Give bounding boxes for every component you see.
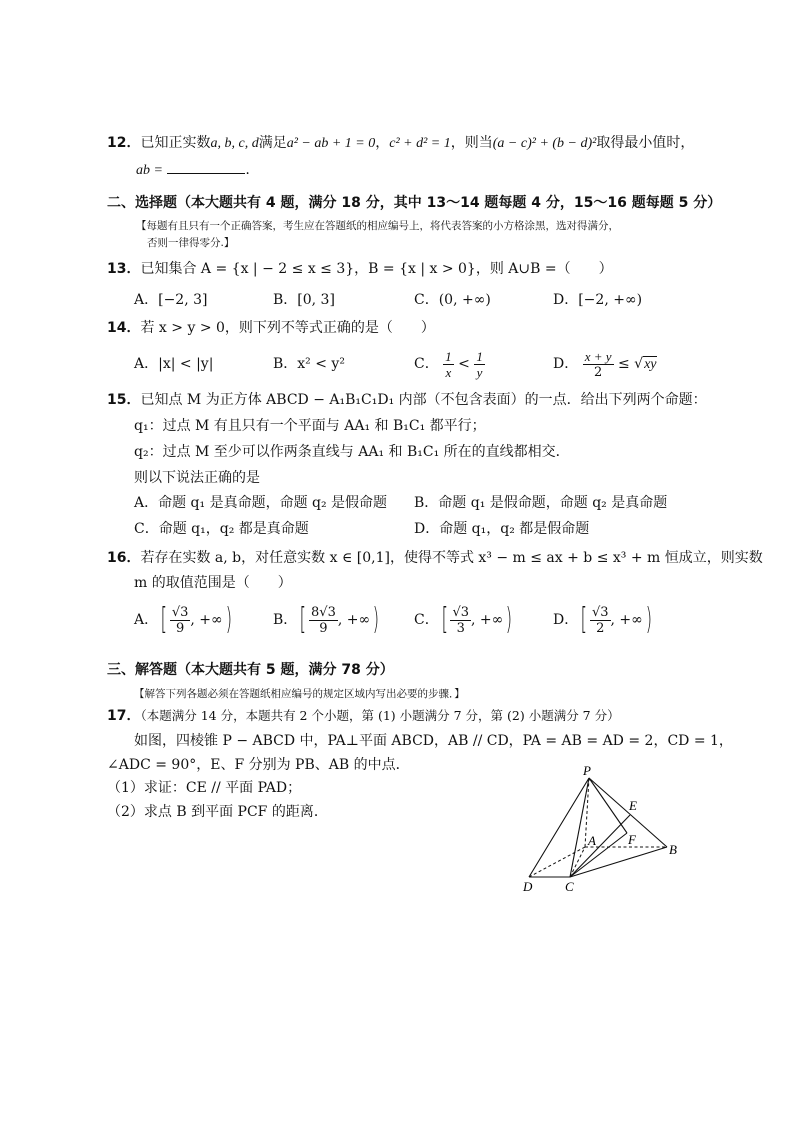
q16-option-a[interactable] (134, 600, 234, 640)
q13-option-d[interactable]: D．[−2, +∞) (553, 292, 643, 308)
q13-option-a[interactable]: A．[−2, 3] (134, 292, 208, 308)
q14-option-d[interactable] (553, 346, 657, 383)
left-bracket: [ (160, 602, 168, 637)
label-d: D (523, 879, 533, 894)
question-number: 12． (107, 135, 141, 151)
q15-option-b[interactable]: B．命题 q₁ 是假命题，命题 q₂ 是真命题 (414, 495, 668, 511)
interval-tail: , +∞ (471, 612, 504, 628)
q14-stem (107, 318, 435, 338)
q15-option-d[interactable]: D．命题 q₁，q₂ 都是假命题 (414, 521, 590, 537)
q15-proposition-1: q₁：过点 M 有且只有一个平面与 AA₁ 和 B₁C₁ 都平行； (134, 418, 486, 434)
q12-answer-prefix: ab = (136, 163, 163, 178)
fraction: $\frac{√3}{9}$ (171, 604, 189, 636)
fraction: $\frac{x + y}{2}$ (584, 348, 612, 380)
option-label: B． (273, 612, 298, 628)
sqrt-radicand: xy (644, 357, 657, 372)
relation-symbol: < (458, 356, 470, 372)
option-label: A． (134, 612, 159, 628)
label-b: B (669, 842, 677, 857)
relation-symbol: ≤ (617, 356, 630, 372)
label-a: A (588, 833, 596, 848)
question-number: 15． (107, 392, 141, 408)
question-number: 13． (107, 261, 141, 277)
q17-line-1: 如图，四棱锥 P − ABCD 中，PA⊥平面 ABCD，AB // CD，PA = AB = AD = 2，CD = 1， (134, 733, 733, 749)
q16-option-b[interactable] (273, 600, 382, 640)
right-paren: ) (505, 602, 513, 637)
q12-line2 (136, 159, 250, 181)
q14-option-d-label: D． (553, 356, 579, 372)
q15-option-a[interactable]: A．命题 q₁ 是真命题，命题 q₂ 是假命题 (134, 495, 388, 511)
q12-text-2: 满足 (258, 135, 287, 151)
q16-option-d[interactable] (553, 600, 655, 640)
q12-text-4: 取得最小值时， (596, 135, 695, 151)
q17-line-2: ∠ADC = 90°，E、F 分别为 PB、AB 的中点． (107, 757, 410, 773)
left-bracket: [ (441, 602, 448, 637)
left-bracket: [ (299, 602, 307, 637)
option-label: C． (414, 612, 439, 628)
q12-expr: (a − c)² + (b − d)² (492, 136, 597, 151)
q14-option-a[interactable]: A．|x| < |y| (134, 356, 214, 372)
q17-part-2: （2）求点 B 到平面 PCF 的距离． (107, 804, 328, 820)
q13-option-c[interactable]: C．(0, +∞) (414, 292, 491, 308)
interval-tail: , +∞ (610, 612, 643, 628)
q17-head-text: （本题满分 14 分，本题共有 2 个小题，第 (1) 小题满分 7 分，第 (2) 小题满分 7 分） (140, 708, 620, 723)
interval-tail: , +∞ (190, 612, 223, 628)
section-2-title: 二、选择题（本大题共有 4 题，满分 18 分，其中 13～14 题每题 4 分，15～16 题每题 5 分） (107, 195, 722, 211)
question-number: 16． (107, 550, 141, 566)
pyramid-figure (515, 760, 690, 895)
interval-tail: , +∞ (337, 612, 371, 628)
section-2-note-2: 否则一律得零分.】 (147, 237, 235, 249)
section-3-title: 三、解答题（本大题共有 5 题，满分 78 分） (107, 662, 394, 678)
q14-option-c-label: C． (414, 356, 439, 372)
q15-stem (107, 390, 707, 410)
q17-part-1: （1）求证：CE // 平面 PAD； (107, 780, 302, 796)
right-paren: ) (225, 602, 232, 637)
q12-sep: ， (375, 135, 390, 151)
q14-option-b[interactable]: B．x² < y² (273, 356, 345, 372)
q12-text-3: ，则当 (450, 135, 493, 151)
answer-blank[interactable] (167, 159, 245, 174)
fraction: $\frac{1}{x}$ (445, 348, 452, 380)
q12-cond2: c² + d² = 1 (389, 136, 451, 151)
label-f: F (628, 832, 636, 847)
q13-option-b[interactable]: B．[0, 3] (273, 292, 335, 308)
q15-option-c[interactable]: C．命题 q₁，q₂ 都是真命题 (134, 521, 309, 537)
sqrt-sign: √ (634, 356, 644, 372)
q13-stem (107, 259, 613, 279)
q12-text-1: 已知正实数 (140, 135, 211, 151)
section-3-note: 【解答下列各题必须在答题纸相应编号的规定区域内写出必要的步骤．】 (134, 688, 465, 700)
fraction: $\frac{√3}{3}$ (452, 604, 469, 636)
label-p: P (583, 763, 591, 778)
q12-line1 (107, 133, 694, 154)
q16-stem-2: m 的取值范围是（ ） (134, 575, 292, 591)
q12-answer-suffix: . (245, 162, 250, 178)
question-number: 17． (107, 708, 141, 724)
q16-stem-text: 若存在实数 a, b，对任意实数 x ∈ [0,1]，使得不等式 x³ − m ≤ ax + b ≤ x³ + m 恒成立，则实数 (140, 550, 763, 566)
q14-stem-text: 若 x > y > 0，则下列不等式正确的是（ ） (140, 320, 435, 336)
q15-ask: 则以下说法正确的是 (134, 470, 260, 486)
q12-cond1: a² − ab + 1 = 0 (286, 136, 376, 151)
q16-stem-1 (107, 548, 763, 568)
left-bracket: [ (580, 602, 588, 637)
fraction: $\frac{√3}{2}$ (591, 604, 609, 636)
q16-option-c[interactable] (414, 600, 515, 640)
right-paren: ) (372, 602, 380, 637)
fraction: $\frac{1}{y}$ (476, 348, 483, 380)
section-2-note-1: 【每题有且只有一个正确答案，考生应在答题纸的相应编号上，将代表答案的小方格涂黑，选对得满分， (136, 220, 619, 232)
q15-proposition-2: q₂：过点 M 至少可以作两条直线与 AA₁ 和 B₁C₁ 所在的直线都相交． (134, 444, 570, 460)
label-c: C (565, 879, 574, 894)
q15-stem-text: 已知点 M 为正方体 ABCD − A₁B₁C₁D₁ 内部（不包含表面）的一点．给出下列两个命题： (140, 392, 707, 408)
label-e: E (629, 798, 637, 813)
q12-vars: a, b, c, d (210, 136, 259, 151)
right-paren: ) (645, 602, 652, 637)
segment-cf (570, 833, 627, 877)
segment-pf (589, 778, 627, 833)
q14-option-c[interactable] (414, 346, 485, 382)
fraction: $\frac{8√3}{9}$ (311, 604, 336, 636)
question-number: 14． (107, 320, 141, 336)
q17-head (107, 706, 620, 726)
q13-stem-text: 已知集合 A = {x | − 2 ≤ x ≤ 3}，B = {x | x > 0}，则 A∪B =（ ） (140, 261, 613, 277)
option-label: D． (553, 612, 579, 628)
